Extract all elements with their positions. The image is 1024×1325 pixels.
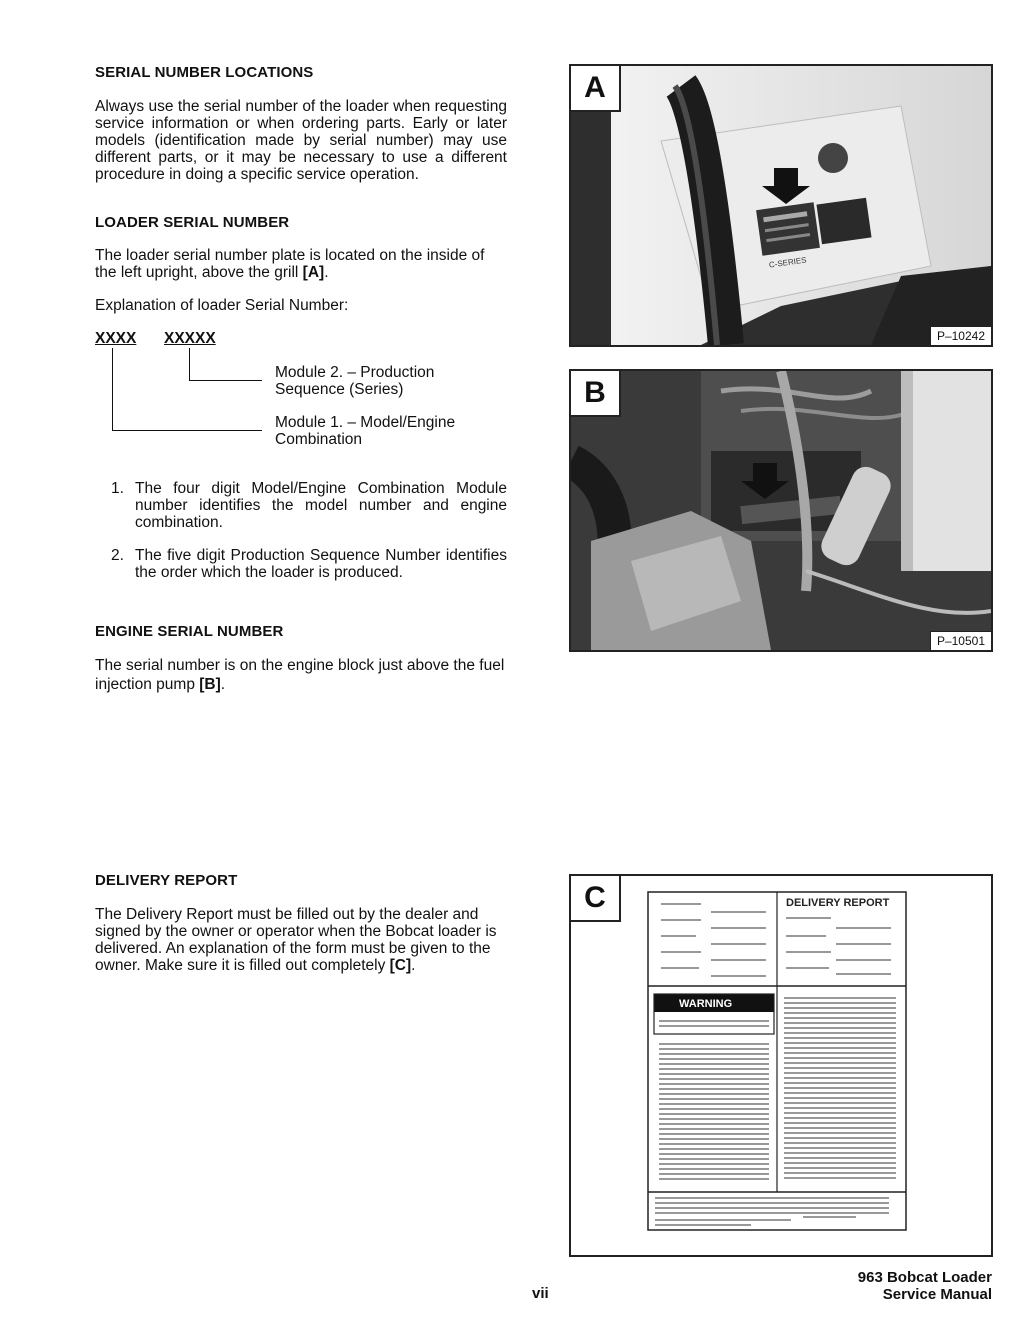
heading-delivery-report: DELIVERY REPORT: [95, 872, 238, 889]
module2-connector-vertical: [189, 348, 190, 380]
figure-ref-b: [B]: [199, 676, 221, 693]
code-module2: XXXXX: [164, 330, 216, 347]
module2-label: Module 2. – Production Sequence (Series): [275, 364, 435, 398]
figure-a-letter: A: [571, 66, 621, 112]
figure-c-letter: C: [571, 876, 621, 922]
delivery-report-form-illustration: [571, 876, 991, 1255]
page-number: vii: [532, 1285, 549, 1302]
figure-b: [569, 369, 993, 652]
list-number: 1.: [111, 480, 124, 497]
figure-a: [569, 64, 993, 347]
code-module1: XXXX: [95, 330, 137, 347]
list-item: [111, 547, 507, 583]
figure-b-code: P–10501: [930, 631, 991, 650]
delivery-report-paragraph: The Delivery Report must be filled out by the dealer and signed by the owner or operator when the Bobcat loader is delivered. An explanation of the form must be given to the owner. Make sure it is filled out completely [C].: [95, 906, 497, 974]
module1-connector-vertical: [112, 348, 113, 430]
figure-c: [569, 874, 993, 1257]
heading-engine-serial-number: ENGINE SERIAL NUMBER: [95, 623, 284, 640]
module1-label: Module 1. – Model/Engine Combination: [275, 414, 456, 448]
figure-b-letter: B: [571, 371, 621, 417]
figure-ref-c: [C]: [389, 957, 412, 974]
module2-connector-horizontal: [189, 380, 262, 381]
warning-label: WARNING: [679, 998, 733, 1010]
figure-a-photo: [571, 66, 991, 345]
figure-b-photo: [571, 371, 991, 650]
figure-a-code: P–10242: [930, 326, 991, 345]
footer-title-line2: Service Manual: [882, 1286, 992, 1303]
list-item: [111, 480, 507, 532]
plate-label: C-SERIES: [768, 255, 808, 270]
loader-serial-paragraph: The loader serial number plate is located on the inside of the left upright, above the grill [A].: [95, 247, 485, 281]
module1-connector-horizontal: [112, 430, 262, 431]
list-text: The five digit Production Sequence Number identifies the order which the loader is produced.: [135, 547, 507, 581]
list-number: 2.: [111, 547, 124, 564]
list-text: The four digit Model/Engine Combination Module number identifies the model number and engine combination.: [135, 480, 507, 531]
heading-serial-number-locations: SERIAL NUMBER LOCATIONS: [95, 64, 314, 81]
figure-ref-a: [A]: [302, 264, 325, 281]
form-title: DELIVERY REPORT: [786, 897, 890, 909]
serial-locations-paragraph: Always use the serial number of the loader when requesting service information or when ordering parts. Early or later models (identification made by serial number) may use different parts, or it may be necessary to use a different procedure in doing a specific service operation.: [95, 98, 507, 183]
explanation-line: Explanation of loader Serial Number:: [95, 297, 349, 314]
footer-title: [760, 1269, 992, 1303]
heading-loader-serial-number: LOADER SERIAL NUMBER: [95, 214, 290, 231]
footer-title-line1: 963 Bobcat Loader: [857, 1269, 992, 1286]
engine-serial-paragraph: The serial number is on the engine block just above the fuel injection pump [B].: [95, 657, 505, 693]
